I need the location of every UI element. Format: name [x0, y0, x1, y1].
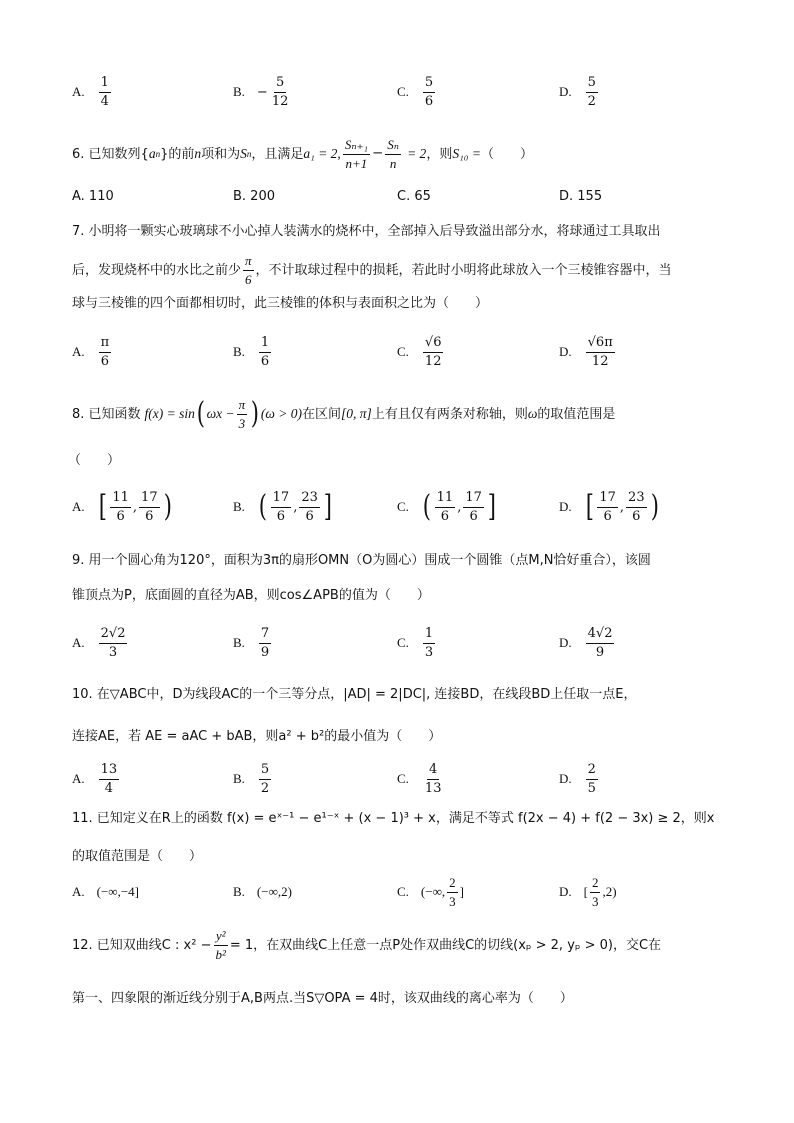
q8-option-a[interactable]: A. [ $\frac{11}{6}$ , $\frac{17}{6}$ ) [72, 489, 172, 524]
denominator: b² [215, 946, 226, 962]
q8-text: 8. 已知函数 [72, 406, 141, 422]
numerator: 17 [597, 491, 618, 508]
option-label: B. [233, 635, 245, 650]
numerator: Sₙ₊₁ [343, 138, 370, 155]
numerator: 17 [271, 491, 292, 508]
option-value: [ [583, 884, 588, 899]
q11-option-c[interactable] [397, 872, 464, 912]
denominator: 2 [260, 780, 270, 796]
option-label: C. [397, 84, 409, 99]
q8-text: 的取值范围是 [537, 406, 616, 422]
q7-line-3: 球与三棱锥的四个面都相切时，此三棱锥的体积与表面积之比为（ ） [72, 296, 489, 311]
q7-line-2 [72, 252, 672, 288]
fraction [463, 491, 484, 523]
fraction [447, 876, 458, 908]
fraction [597, 491, 618, 523]
q6-sn: S [240, 146, 247, 162]
q7-option-d[interactable] [559, 332, 617, 372]
denominator: 6 [276, 508, 286, 524]
fraction [259, 763, 271, 795]
q10-options [72, 759, 732, 799]
right-bracket: ] [487, 489, 496, 524]
fraction [110, 491, 131, 523]
numerator: 11 [110, 491, 131, 508]
option-label: D. [559, 499, 572, 514]
q9-options [72, 623, 732, 663]
denominator: 12 [424, 353, 442, 369]
q11-option-a[interactable] [72, 872, 139, 912]
fraction [385, 138, 401, 170]
numerator: 11 [435, 491, 456, 508]
left-paren-large: ( [196, 396, 205, 431]
numerator: 2√2 [99, 627, 128, 644]
fraction [626, 491, 647, 523]
q11-options [72, 872, 732, 912]
q8-stem [72, 394, 615, 434]
numerator: Sₙ [385, 138, 401, 155]
denominator: 6 [632, 508, 641, 524]
option-label: D. [559, 771, 572, 786]
q7-text: 后，发现烧杯中的水比之前少 [72, 262, 242, 278]
option-label: A. [72, 344, 85, 359]
numerator: 7 [259, 627, 271, 644]
q12-text: = 1，在双曲线C上任意一点P处作双曲线C的切线(xₚ > 2, yₚ > 0)，交C在 [229, 937, 662, 953]
q8-options [72, 487, 732, 527]
fraction [99, 627, 128, 659]
denominator: 2 [587, 93, 596, 109]
right-paren-large: ) [250, 396, 260, 431]
option-label: C. [397, 344, 409, 359]
fraction [343, 138, 370, 170]
fraction [270, 76, 291, 108]
numerator: 13 [99, 763, 120, 780]
option-label: B. [233, 344, 245, 359]
right-bracket: ) [650, 489, 659, 524]
q5-option-d[interactable] [559, 72, 600, 112]
q6-target: S₁₀ = [452, 146, 481, 162]
q8-argument: ωx − [206, 406, 235, 422]
q9-line-2: 锥顶点为P，底面圆的直径为AB，则cos∠APB的值为（ ） [72, 588, 430, 603]
fraction [299, 491, 320, 523]
q12-text: 12. 已知双曲线C : x² − [72, 937, 212, 953]
denominator: 3 [449, 893, 456, 909]
left-bracket: ( [258, 489, 267, 524]
denominator: 12 [591, 353, 609, 369]
denominator: n [389, 155, 397, 171]
option-label: D. [559, 884, 572, 899]
denominator: 5 [587, 780, 596, 796]
numerator: √6π [586, 336, 615, 353]
left-bracket: [ [98, 489, 107, 524]
q10-option-a[interactable] [72, 759, 121, 799]
numerator: 5 [274, 76, 286, 93]
q6-equals: = 2 [407, 146, 427, 162]
q6-option-d[interactable]: D. 155 [559, 188, 603, 204]
q6-n: n [194, 146, 202, 162]
fraction [423, 76, 435, 108]
denominator: 6 [440, 508, 450, 524]
q7-option-c[interactable] [397, 332, 445, 372]
q8-condition: (ω > 0) [260, 406, 303, 422]
numerator: 1 [423, 627, 435, 644]
numerator: 1 [259, 336, 271, 353]
fraction [99, 763, 120, 795]
q7-option-a[interactable] [72, 332, 113, 372]
option-value: (−∞,−4] [96, 884, 139, 899]
fraction [99, 336, 112, 368]
fraction [99, 76, 111, 108]
denominator: 6 [424, 93, 434, 109]
q10-line-2: 连接AE，若 AE = aAC + bAB，则a² + b²的最小值为（ ） [72, 729, 442, 744]
option-value: ,2) [602, 884, 617, 899]
option-label: D. [559, 635, 572, 650]
q5-option-c[interactable] [397, 72, 437, 112]
q8-omega: ω [527, 406, 538, 422]
minus-sign: − [256, 84, 268, 100]
fraction [590, 876, 601, 908]
denominator: 9 [595, 644, 605, 660]
q8-interval: [0, π] [341, 406, 372, 422]
right-bracket: ] [323, 489, 332, 524]
option-label: B. [233, 771, 245, 786]
numerator: 5 [586, 76, 598, 93]
option-label: D. [559, 344, 572, 359]
q7-text: ，不计取球过程中的损耗，若此时小明将此球放入一个三棱锥容器中，当 [255, 262, 672, 278]
numerator: 2 [447, 876, 458, 893]
fraction [259, 627, 271, 659]
q6-text: }的前 [160, 146, 195, 162]
q9-option-c[interactable] [397, 623, 437, 663]
denominator: 9 [260, 644, 270, 660]
q9-line-1: 9. 用一个圆心角为120°，面积为3π的扇形OMN（O为圆心）围成一个圆锥（点M,N恰好重合），该圆 [72, 553, 651, 568]
numerator: π [243, 254, 254, 271]
option-label: C. [397, 635, 409, 650]
q10-option-c[interactable] [397, 759, 445, 799]
denominator: 6 [145, 508, 154, 524]
q10-option-b[interactable] [233, 759, 273, 799]
option-value: ] [459, 884, 464, 899]
numerator: 5 [423, 76, 435, 93]
denominator: 3 [238, 415, 246, 431]
q6-option-c[interactable]: C. 65 [397, 188, 431, 204]
minus-sign: − [371, 145, 384, 162]
q10-line-1: 10. 在▽ABC中，D为线段AC的一个三等分点，|AD| = 2|DC|, 连接BD，在线段BD上任取一点E， [72, 687, 637, 702]
q11-option-d[interactable] [559, 872, 617, 912]
q6-option-a[interactable]: A. 110 [72, 188, 114, 204]
fraction [435, 491, 456, 523]
q5-option-a[interactable] [72, 72, 113, 112]
right-bracket: ) [163, 489, 172, 524]
fraction [139, 491, 160, 523]
fraction [423, 336, 444, 368]
fraction [271, 491, 292, 523]
option-label: A. [72, 499, 85, 514]
denominator: 3 [108, 644, 118, 660]
q6-an-sub: n [155, 148, 161, 159]
numerator: 1 [99, 76, 111, 93]
numerator: 23 [299, 491, 320, 508]
denominator: 6 [469, 508, 478, 524]
q6-condition: a₁ = 2, [303, 146, 341, 162]
q12-line-2: 第一、四象限的渐近线分别于A,B两点.当S▽OPA = 4时，该双曲线的离心率为（ ） [72, 991, 573, 1006]
numerator: √6 [423, 336, 444, 353]
denominator: 6 [245, 271, 252, 287]
left-bracket: ( [422, 489, 431, 524]
q8-text: 在区间 [302, 406, 342, 422]
q8-function: f(x) = sin [144, 406, 195, 422]
numerator: 5 [259, 763, 271, 780]
option-label: A. [72, 635, 85, 650]
option-label: A. [72, 771, 85, 786]
fraction [243, 254, 254, 286]
denominator: 12 [271, 93, 289, 109]
option-label: A. [72, 84, 85, 99]
q7-option-b[interactable] [233, 332, 273, 372]
denominator: 6 [603, 508, 612, 524]
q6-text: 项和为 [201, 146, 241, 162]
q6-option-b[interactable]: B. 200 [233, 188, 275, 204]
denominator: 6 [100, 353, 110, 369]
q8-answer-paren: （ ） [68, 453, 121, 468]
fraction [586, 76, 598, 108]
numerator: π [237, 398, 248, 415]
fraction [423, 763, 444, 795]
denominator: 3 [424, 644, 434, 660]
q8-text: 上有且仅有两条对称轴，则 [371, 406, 528, 422]
numerator: 17 [139, 491, 160, 508]
answer-paren: （ ） [480, 146, 533, 162]
q6-text: 6. 已知数列{ [72, 146, 149, 162]
fraction [586, 627, 615, 659]
option-label: B. [233, 84, 245, 99]
q8-option-d[interactable]: D. [ $\frac{17}{6}$ , $\frac{23}{6}$ ) [559, 489, 659, 524]
fraction [259, 336, 271, 368]
q7-line-1: 7. 小明将一颗实心玻璃球不小心掉人装满水的烧杯中，全部掉入后导致溢出部分水，将球通过工具取出 [72, 224, 661, 239]
denominator: n+1 [345, 155, 368, 171]
option-value: (−∞,2) [256, 884, 292, 899]
fraction [586, 336, 615, 368]
denominator: 4 [104, 780, 114, 796]
option-label: C. [397, 884, 409, 899]
q8-option-c[interactable]: C. ( $\frac{11}{6}$ , $\frac{17}{6}$ ] [397, 489, 496, 524]
q6-text: ，且满足 [251, 146, 304, 162]
fraction [423, 627, 435, 659]
denominator: 3 [591, 893, 599, 909]
q5-option-b[interactable] [233, 72, 292, 112]
q9-option-b[interactable] [233, 623, 273, 663]
numerator: 2 [590, 876, 601, 893]
denominator: 4 [100, 93, 109, 109]
denominator: 6 [260, 353, 270, 369]
q11-option-b[interactable] [233, 872, 292, 912]
numerator: 4√2 [586, 627, 615, 644]
left-bracket: [ [585, 489, 594, 524]
fraction [586, 763, 598, 795]
option-label: D. [559, 84, 572, 99]
q10-option-d[interactable] [559, 759, 600, 799]
numerator: 2 [586, 763, 598, 780]
option-value: (−∞, [420, 884, 446, 899]
numerator: 23 [626, 491, 647, 508]
q11-line-2: 的取值范围是（ ） [72, 849, 203, 864]
option-label: A. [72, 884, 85, 899]
fraction [213, 929, 227, 961]
option-label: C. [397, 771, 409, 786]
q5-options [72, 72, 732, 112]
denominator: 13 [424, 780, 442, 796]
q6-an: a [148, 146, 156, 162]
option-label: C. [397, 499, 409, 514]
option-label: B. [233, 884, 245, 899]
option-label: B. [233, 499, 245, 514]
numerator: 17 [463, 491, 484, 508]
denominator: 6 [305, 508, 314, 524]
q6-sn-sub: n [246, 148, 252, 159]
q6-text: ，则 [426, 146, 453, 162]
numerator: 4 [427, 763, 439, 780]
q6-options [72, 182, 732, 210]
q11-line-1: 11. 已知定义在R上的函数 f(x) = eˣ⁻¹ − e¹⁻ˣ + (x − 1)³ + x，满足不等式 f(2x − 4) + f(2 − 3x) ≥ 2，则x [72, 811, 715, 826]
fraction [237, 398, 248, 430]
numerator: π [99, 336, 112, 353]
q9-option-d[interactable] [559, 623, 616, 663]
q7-options [72, 332, 732, 372]
denominator: 6 [116, 508, 125, 524]
q9-option-a[interactable] [72, 623, 129, 663]
numerator: y² [214, 929, 228, 946]
q8-option-b[interactable]: B. ( $\frac{17}{6}$ , $\frac{23}{6}$ ] [233, 489, 332, 524]
q6-stem [72, 134, 533, 174]
q12-line-1 [72, 925, 661, 965]
